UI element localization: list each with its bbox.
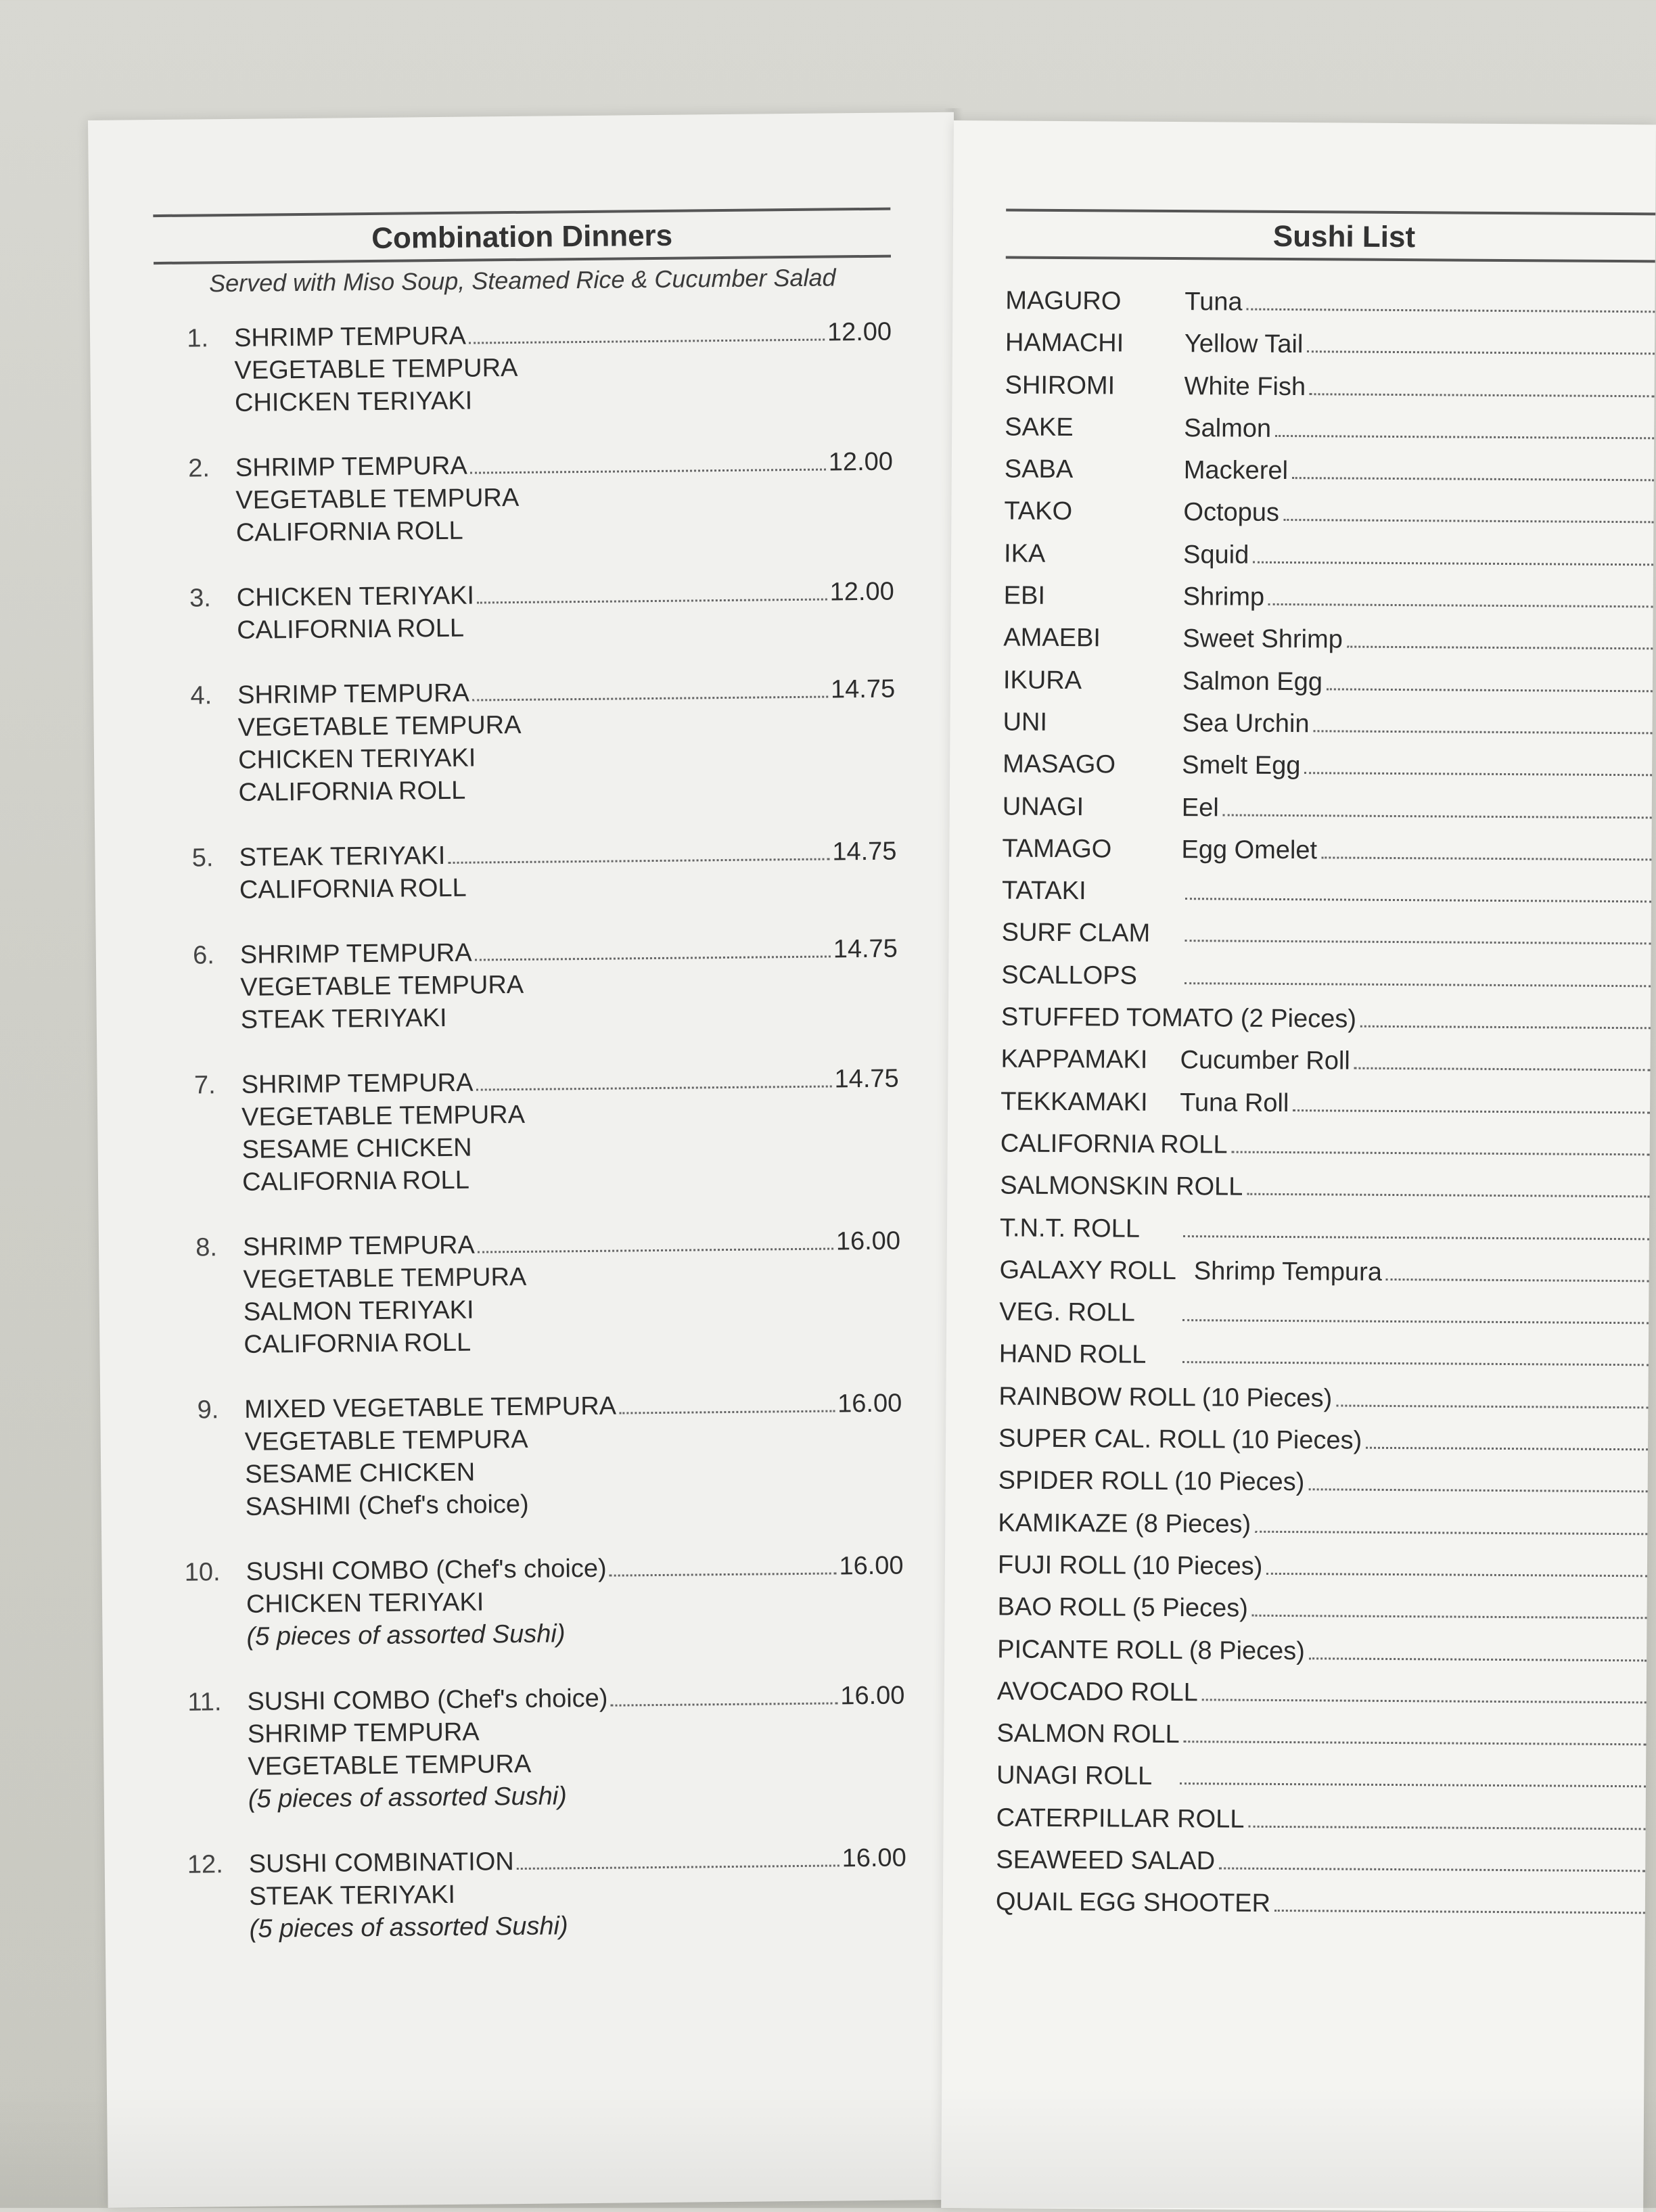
combo-note: (5 pieces of assorted Sushi) bbox=[249, 1907, 906, 1945]
combo-price: 14.75 bbox=[833, 933, 898, 966]
combo-item-name: CHICKEN TERIYAKI bbox=[237, 580, 475, 614]
sushi-description: White Fish bbox=[1184, 365, 1306, 408]
combo-includes bbox=[168, 1712, 906, 1816]
combo-include-line: VEGETABLE TEMPURA bbox=[245, 1420, 902, 1458]
dot-leader bbox=[1182, 1362, 1649, 1366]
sushi-description: Eel bbox=[1182, 787, 1219, 829]
sushi-description: Salmon bbox=[1184, 407, 1271, 450]
dot-leader bbox=[1185, 940, 1651, 945]
combo-note: (5 pieces of assorted Sushi) bbox=[248, 1777, 906, 1816]
dot-leader bbox=[1255, 1530, 1647, 1535]
dot-leader bbox=[517, 1864, 840, 1870]
sushi-name: SCALLOPS bbox=[1001, 954, 1180, 997]
sushi-item bbox=[998, 1460, 1648, 1506]
sushi-title: Sushi List bbox=[1006, 211, 1655, 260]
sushi-description: Tuna bbox=[1184, 281, 1243, 323]
sushi-name: AVOCADO ROLL bbox=[997, 1670, 1198, 1713]
combo-line bbox=[247, 1680, 904, 1718]
combo-includes bbox=[165, 1420, 903, 1524]
sushi-item bbox=[999, 1249, 1649, 1295]
dot-leader bbox=[1360, 1026, 1651, 1030]
sushi-item bbox=[998, 1502, 1647, 1548]
combo-line bbox=[237, 673, 895, 712]
combo-includes bbox=[169, 1874, 907, 1946]
sushi-name: STUFFED TOMATO (2 Pieces) bbox=[1001, 996, 1356, 1040]
sushi-name: KAPPAMAKI bbox=[1001, 1038, 1180, 1082]
dot-leader bbox=[611, 1702, 838, 1706]
sushi-item bbox=[997, 1670, 1647, 1716]
combo-include-line: CALIFORNIA ROLL bbox=[237, 608, 894, 647]
combo-include-line: STEAK TERIYAKI bbox=[249, 1874, 906, 1913]
combo-item bbox=[157, 576, 895, 647]
combo-price: 14.75 bbox=[831, 673, 896, 706]
sushi-name: TEKKAMAKI bbox=[1001, 1080, 1180, 1124]
combo-include-line: CHICKEN TERIYAKI bbox=[238, 738, 896, 777]
sushi-name: UNAGI bbox=[1003, 785, 1182, 829]
combo-item bbox=[166, 1550, 904, 1654]
combo-number: 8. bbox=[163, 1231, 243, 1264]
dot-leader bbox=[1310, 393, 1655, 397]
dot-leader bbox=[1248, 1825, 1645, 1830]
sushi-name: SURF CLAM bbox=[1001, 912, 1180, 955]
combo-item bbox=[164, 1387, 903, 1524]
combo-includes bbox=[154, 348, 892, 420]
sushi-name: IKURA bbox=[1003, 659, 1182, 702]
combo-item-name: SHRIMP TEMPURA bbox=[241, 1067, 473, 1101]
sushi-item bbox=[998, 1544, 1647, 1590]
sushi-description: Cucumber Roll bbox=[1180, 1039, 1350, 1082]
dot-leader bbox=[1223, 814, 1652, 819]
combo-number: 11. bbox=[167, 1686, 247, 1719]
dot-leader bbox=[1183, 1235, 1649, 1240]
combo-item-name: MIXED VEGETABLE TEMPURA bbox=[244, 1390, 616, 1426]
dot-leader bbox=[1184, 982, 1651, 987]
sushi-item bbox=[996, 1713, 1646, 1759]
sushi-name: IKA bbox=[1004, 532, 1183, 576]
sushi-item bbox=[996, 1839, 1645, 1885]
combo-number: 4. bbox=[158, 679, 237, 712]
sushi-name: SALMONSKIN ROLL bbox=[1000, 1165, 1243, 1208]
sushi-name: AMAEBI bbox=[1003, 617, 1182, 660]
combo-price: 12.00 bbox=[827, 316, 892, 349]
dot-leader bbox=[1283, 519, 1653, 523]
dot-leader bbox=[1366, 1447, 1648, 1451]
sushi-item bbox=[1005, 406, 1654, 452]
combo-number: 9. bbox=[164, 1393, 244, 1427]
combo-line bbox=[235, 446, 893, 484]
sushi-name: VEG. ROLL bbox=[999, 1291, 1178, 1335]
sushi-item bbox=[996, 1881, 1645, 1927]
sushi-item bbox=[997, 1628, 1647, 1674]
sushi-name: QUAIL EGG SHOOTER bbox=[996, 1881, 1270, 1925]
combo-price: 16.00 bbox=[840, 1680, 905, 1713]
sushi-name: HAMACHI bbox=[1005, 322, 1184, 365]
combo-line bbox=[246, 1550, 903, 1588]
dot-leader bbox=[1252, 1615, 1647, 1619]
combo-item-name: STEAK TERIYAKI bbox=[239, 839, 445, 874]
sushi-name: CATERPILLAR ROLL bbox=[996, 1797, 1244, 1840]
sushi-description: Smelt Egg bbox=[1182, 744, 1301, 787]
sushi-item bbox=[998, 1375, 1648, 1421]
sushi-item bbox=[999, 1291, 1649, 1337]
combo-include-line: STEAK TERIYAKI bbox=[241, 998, 898, 1036]
sushi-item bbox=[1005, 448, 1654, 494]
sushi-name: MAGURO bbox=[1005, 279, 1184, 323]
sushi-item bbox=[1004, 490, 1653, 536]
dot-leader bbox=[1307, 350, 1655, 354]
sushi-description: Salmon Egg bbox=[1182, 660, 1322, 703]
dot-leader bbox=[1293, 1109, 1650, 1113]
combo-include-line: VEGETABLE TEMPURA bbox=[243, 1258, 900, 1296]
combo-price: 16.00 bbox=[842, 1842, 906, 1875]
dot-leader bbox=[1202, 1699, 1647, 1703]
combo-item-name: SHRIMP TEMPURA bbox=[237, 677, 469, 712]
combo-item-name: SUSHI COMBO (Chef's choice) bbox=[246, 1552, 606, 1588]
combo-includes bbox=[160, 868, 897, 907]
dot-leader bbox=[1268, 603, 1653, 607]
dot-leader bbox=[472, 696, 828, 701]
combo-item bbox=[161, 1063, 900, 1199]
dot-leader bbox=[475, 956, 831, 961]
sushi-item bbox=[1004, 532, 1653, 578]
table-surface bbox=[0, 2086, 1656, 2208]
sushi-item bbox=[1004, 575, 1653, 621]
sushi-item bbox=[1001, 954, 1651, 1000]
combo-include-line: VEGETABLE TEMPURA bbox=[242, 1095, 899, 1134]
sushi-item bbox=[1000, 1207, 1649, 1253]
dot-leader bbox=[478, 1247, 833, 1253]
dot-leader bbox=[610, 1572, 837, 1576]
combo-line bbox=[239, 835, 896, 874]
dot-leader bbox=[1336, 1404, 1648, 1408]
combo-includes bbox=[160, 965, 898, 1037]
dot-leader bbox=[619, 1410, 835, 1414]
dot-leader bbox=[1219, 1867, 1645, 1872]
sushi-name: UNI bbox=[1003, 701, 1182, 744]
dot-leader bbox=[1184, 1741, 1647, 1745]
combo-line bbox=[241, 1063, 898, 1101]
dot-leader bbox=[1253, 561, 1653, 566]
sushi-list bbox=[996, 279, 1655, 1927]
sushi-item bbox=[1003, 701, 1652, 747]
dot-leader bbox=[1309, 1657, 1647, 1661]
combo-item bbox=[156, 446, 894, 550]
combo-price: 16.00 bbox=[836, 1225, 901, 1258]
combo-number: 2. bbox=[156, 452, 235, 485]
combo-include-line: SESAME CHICKEN bbox=[245, 1452, 902, 1491]
sushi-description: Shrimp bbox=[1183, 576, 1265, 618]
sushi-name: GALAXY ROLL bbox=[999, 1249, 1176, 1292]
sushi-description: Sea Urchin bbox=[1182, 702, 1309, 745]
dot-leader bbox=[1231, 1151, 1649, 1155]
combo-item-name: SHRIMP TEMPURA bbox=[235, 450, 467, 484]
combo-price: 12.00 bbox=[829, 576, 894, 609]
sushi-list-page bbox=[941, 120, 1656, 2212]
combo-price: 14.75 bbox=[832, 835, 897, 869]
dot-leader bbox=[476, 1086, 832, 1091]
sushi-description: Tuna Roll bbox=[1180, 1082, 1289, 1124]
sushi-item bbox=[1000, 1165, 1649, 1211]
combo-price: 16.00 bbox=[837, 1387, 902, 1421]
combo-line bbox=[243, 1225, 900, 1264]
combo-number: 5. bbox=[159, 842, 239, 875]
combo-include-line: CALIFORNIA ROLL bbox=[236, 511, 894, 549]
sushi-item bbox=[1003, 617, 1653, 663]
sushi-name: SEAWEED SALAD bbox=[996, 1839, 1215, 1882]
combo-item bbox=[167, 1680, 906, 1816]
dot-leader bbox=[1247, 1193, 1649, 1198]
sushi-item bbox=[1005, 364, 1654, 410]
sushi-item bbox=[1001, 912, 1651, 958]
combo-line bbox=[237, 576, 894, 614]
sushi-item bbox=[998, 1417, 1648, 1463]
combo-item-name: SHRIMP TEMPURA bbox=[243, 1229, 475, 1264]
combo-include-line: CHICKEN TERIYAKI bbox=[246, 1582, 904, 1621]
dot-leader bbox=[1313, 730, 1652, 734]
sushi-description: Squid bbox=[1183, 534, 1249, 576]
dot-leader bbox=[1327, 688, 1653, 692]
dot-leader bbox=[1246, 308, 1655, 313]
combo-item bbox=[159, 835, 897, 907]
combo-includes bbox=[162, 1095, 900, 1199]
combo-includes bbox=[156, 478, 894, 550]
sushi-name: MASAGO bbox=[1003, 743, 1182, 787]
combination-header bbox=[153, 208, 891, 264]
combo-note: (5 pieces of assorted Sushi) bbox=[246, 1615, 904, 1653]
combo-number: 6. bbox=[160, 939, 240, 972]
combo-include-line: VEGETABLE TEMPURA bbox=[235, 478, 893, 517]
sushi-item bbox=[1001, 1080, 1650, 1126]
sushi-name: SPIDER ROLL (10 Pieces) bbox=[998, 1460, 1305, 1504]
dot-leader bbox=[1275, 435, 1654, 439]
sushi-item bbox=[1003, 743, 1652, 789]
sushi-name: TAMAGO bbox=[1002, 827, 1181, 871]
combo-item bbox=[160, 933, 898, 1037]
dot-leader bbox=[1386, 1278, 1649, 1282]
dot-leader bbox=[448, 858, 829, 864]
dot-leader bbox=[1274, 1910, 1645, 1914]
sushi-name: TATAKI bbox=[1002, 870, 1181, 913]
combo-line bbox=[249, 1842, 906, 1881]
combo-include-line: CALIFORNIA ROLL bbox=[238, 770, 896, 809]
combo-item bbox=[154, 316, 892, 420]
combo-line bbox=[234, 316, 892, 354]
combination-dinners-page bbox=[88, 112, 974, 2208]
sushi-name: SUPER CAL. ROLL (10 Pieces) bbox=[998, 1417, 1362, 1461]
sushi-name: RAINBOW ROLL (10 Pieces) bbox=[998, 1375, 1332, 1419]
combo-line bbox=[240, 933, 898, 971]
combo-number: 1. bbox=[154, 322, 234, 355]
combo-item-name: SUSHI COMBO (Chef's choice) bbox=[247, 1682, 607, 1718]
sushi-header bbox=[1006, 208, 1655, 262]
combo-item-name: SUSHI COMBINATION bbox=[249, 1845, 514, 1881]
combo-price: 14.75 bbox=[834, 1063, 899, 1096]
sushi-description: Mackerel bbox=[1184, 449, 1289, 492]
sushi-name: KAMIKAZE (8 Pieces) bbox=[998, 1502, 1251, 1545]
combo-includes bbox=[157, 608, 894, 647]
sushi-description: Egg Omelet bbox=[1181, 829, 1317, 871]
combo-include-line: SALMON TERIYAKI bbox=[244, 1290, 901, 1329]
sushi-item bbox=[1001, 996, 1651, 1042]
combo-include-line: SASHIMI (Chef's choice) bbox=[245, 1485, 902, 1523]
sushi-description: Shrimp Tempura bbox=[1194, 1250, 1382, 1293]
combo-include-line: SHRIMP TEMPURA bbox=[248, 1712, 905, 1751]
combo-include-line: CALIFORNIA ROLL bbox=[244, 1322, 901, 1361]
combo-item bbox=[163, 1225, 902, 1362]
sushi-item bbox=[997, 1586, 1647, 1632]
dot-leader bbox=[1354, 1067, 1651, 1072]
sushi-name: BAO ROLL (5 Pieces) bbox=[997, 1586, 1248, 1630]
sushi-item bbox=[1005, 322, 1655, 368]
sushi-item bbox=[1002, 827, 1651, 873]
sushi-name: FUJI ROLL (10 Pieces) bbox=[998, 1544, 1263, 1587]
combo-include-line: CALIFORNIA ROLL bbox=[242, 1160, 900, 1199]
combo-include-line: SESAME CHICKEN bbox=[242, 1128, 899, 1166]
sushi-item bbox=[1001, 1122, 1650, 1168]
sushi-description: Yellow Tail bbox=[1184, 323, 1304, 365]
combo-includes bbox=[166, 1582, 904, 1654]
dot-leader bbox=[1266, 1573, 1647, 1577]
dot-leader bbox=[1321, 856, 1651, 860]
combination-subtitle: Served with Miso Soup, Steamed Rice & Cucumber Salad bbox=[154, 263, 891, 298]
dot-leader bbox=[469, 339, 825, 344]
dot-leader bbox=[1182, 1319, 1649, 1324]
sushi-name: SHIROMI bbox=[1005, 364, 1184, 407]
dot-leader bbox=[1180, 1782, 1646, 1787]
combo-item-name: SHRIMP TEMPURA bbox=[234, 320, 466, 354]
sushi-item bbox=[996, 1755, 1646, 1801]
sushi-item bbox=[1001, 1038, 1650, 1084]
combo-item bbox=[158, 673, 896, 810]
sushi-name: PICANTE ROLL (8 Pieces) bbox=[997, 1628, 1305, 1672]
combo-item bbox=[169, 1842, 907, 1946]
dot-leader bbox=[1292, 477, 1654, 481]
sushi-name: UNAGI ROLL bbox=[996, 1755, 1176, 1798]
sushi-name: EBI bbox=[1004, 575, 1183, 618]
dot-leader bbox=[1308, 1489, 1647, 1493]
sushi-item bbox=[1005, 279, 1655, 325]
combo-number: 10. bbox=[166, 1556, 246, 1589]
combo-number: 12. bbox=[169, 1848, 249, 1881]
combo-price: 12.00 bbox=[829, 446, 894, 479]
combo-includes bbox=[158, 706, 896, 810]
combo-include-line: CALIFORNIA ROLL bbox=[239, 868, 897, 906]
dot-leader bbox=[470, 469, 826, 474]
combo-include-line: VEGETABLE TEMPURA bbox=[240, 965, 898, 1004]
sushi-description: Sweet Shrimp bbox=[1182, 618, 1343, 660]
combo-item-name: SHRIMP TEMPURA bbox=[240, 937, 472, 971]
sushi-item bbox=[1003, 785, 1652, 831]
combo-includes bbox=[163, 1258, 901, 1362]
combo-include-line: VEGETABLE TEMPURA bbox=[248, 1745, 905, 1783]
combo-number: 3. bbox=[157, 582, 237, 615]
dot-leader bbox=[1347, 646, 1653, 650]
sushi-name: SALMON ROLL bbox=[996, 1713, 1180, 1756]
combination-list bbox=[154, 316, 907, 1979]
dot-leader bbox=[1304, 772, 1652, 776]
sushi-name: TAKO bbox=[1004, 490, 1183, 534]
sushi-name: HAND ROLL bbox=[999, 1333, 1178, 1377]
dot-leader bbox=[477, 599, 827, 604]
sushi-item bbox=[1002, 870, 1651, 916]
combination-title: Combination Dinners bbox=[153, 210, 891, 262]
combo-include-line: VEGETABLE TEMPURA bbox=[237, 706, 895, 744]
combo-include-line: VEGETABLE TEMPURA bbox=[234, 348, 892, 387]
combo-price: 16.00 bbox=[839, 1550, 904, 1583]
sushi-item bbox=[996, 1797, 1645, 1843]
sushi-name: SABA bbox=[1005, 448, 1184, 492]
sushi-item bbox=[999, 1333, 1649, 1379]
sushi-name: CALIFORNIA ROLL bbox=[1001, 1122, 1228, 1166]
sushi-item bbox=[1003, 659, 1653, 705]
combo-number: 7. bbox=[161, 1069, 241, 1102]
combo-include-line: CHICKEN TERIYAKI bbox=[235, 381, 892, 419]
dot-leader bbox=[1185, 898, 1651, 902]
sushi-name: T.N.T. ROLL bbox=[1000, 1207, 1179, 1250]
combo-line bbox=[244, 1387, 902, 1426]
sushi-description: Octopus bbox=[1183, 492, 1279, 534]
sushi-name: SAKE bbox=[1005, 406, 1184, 449]
